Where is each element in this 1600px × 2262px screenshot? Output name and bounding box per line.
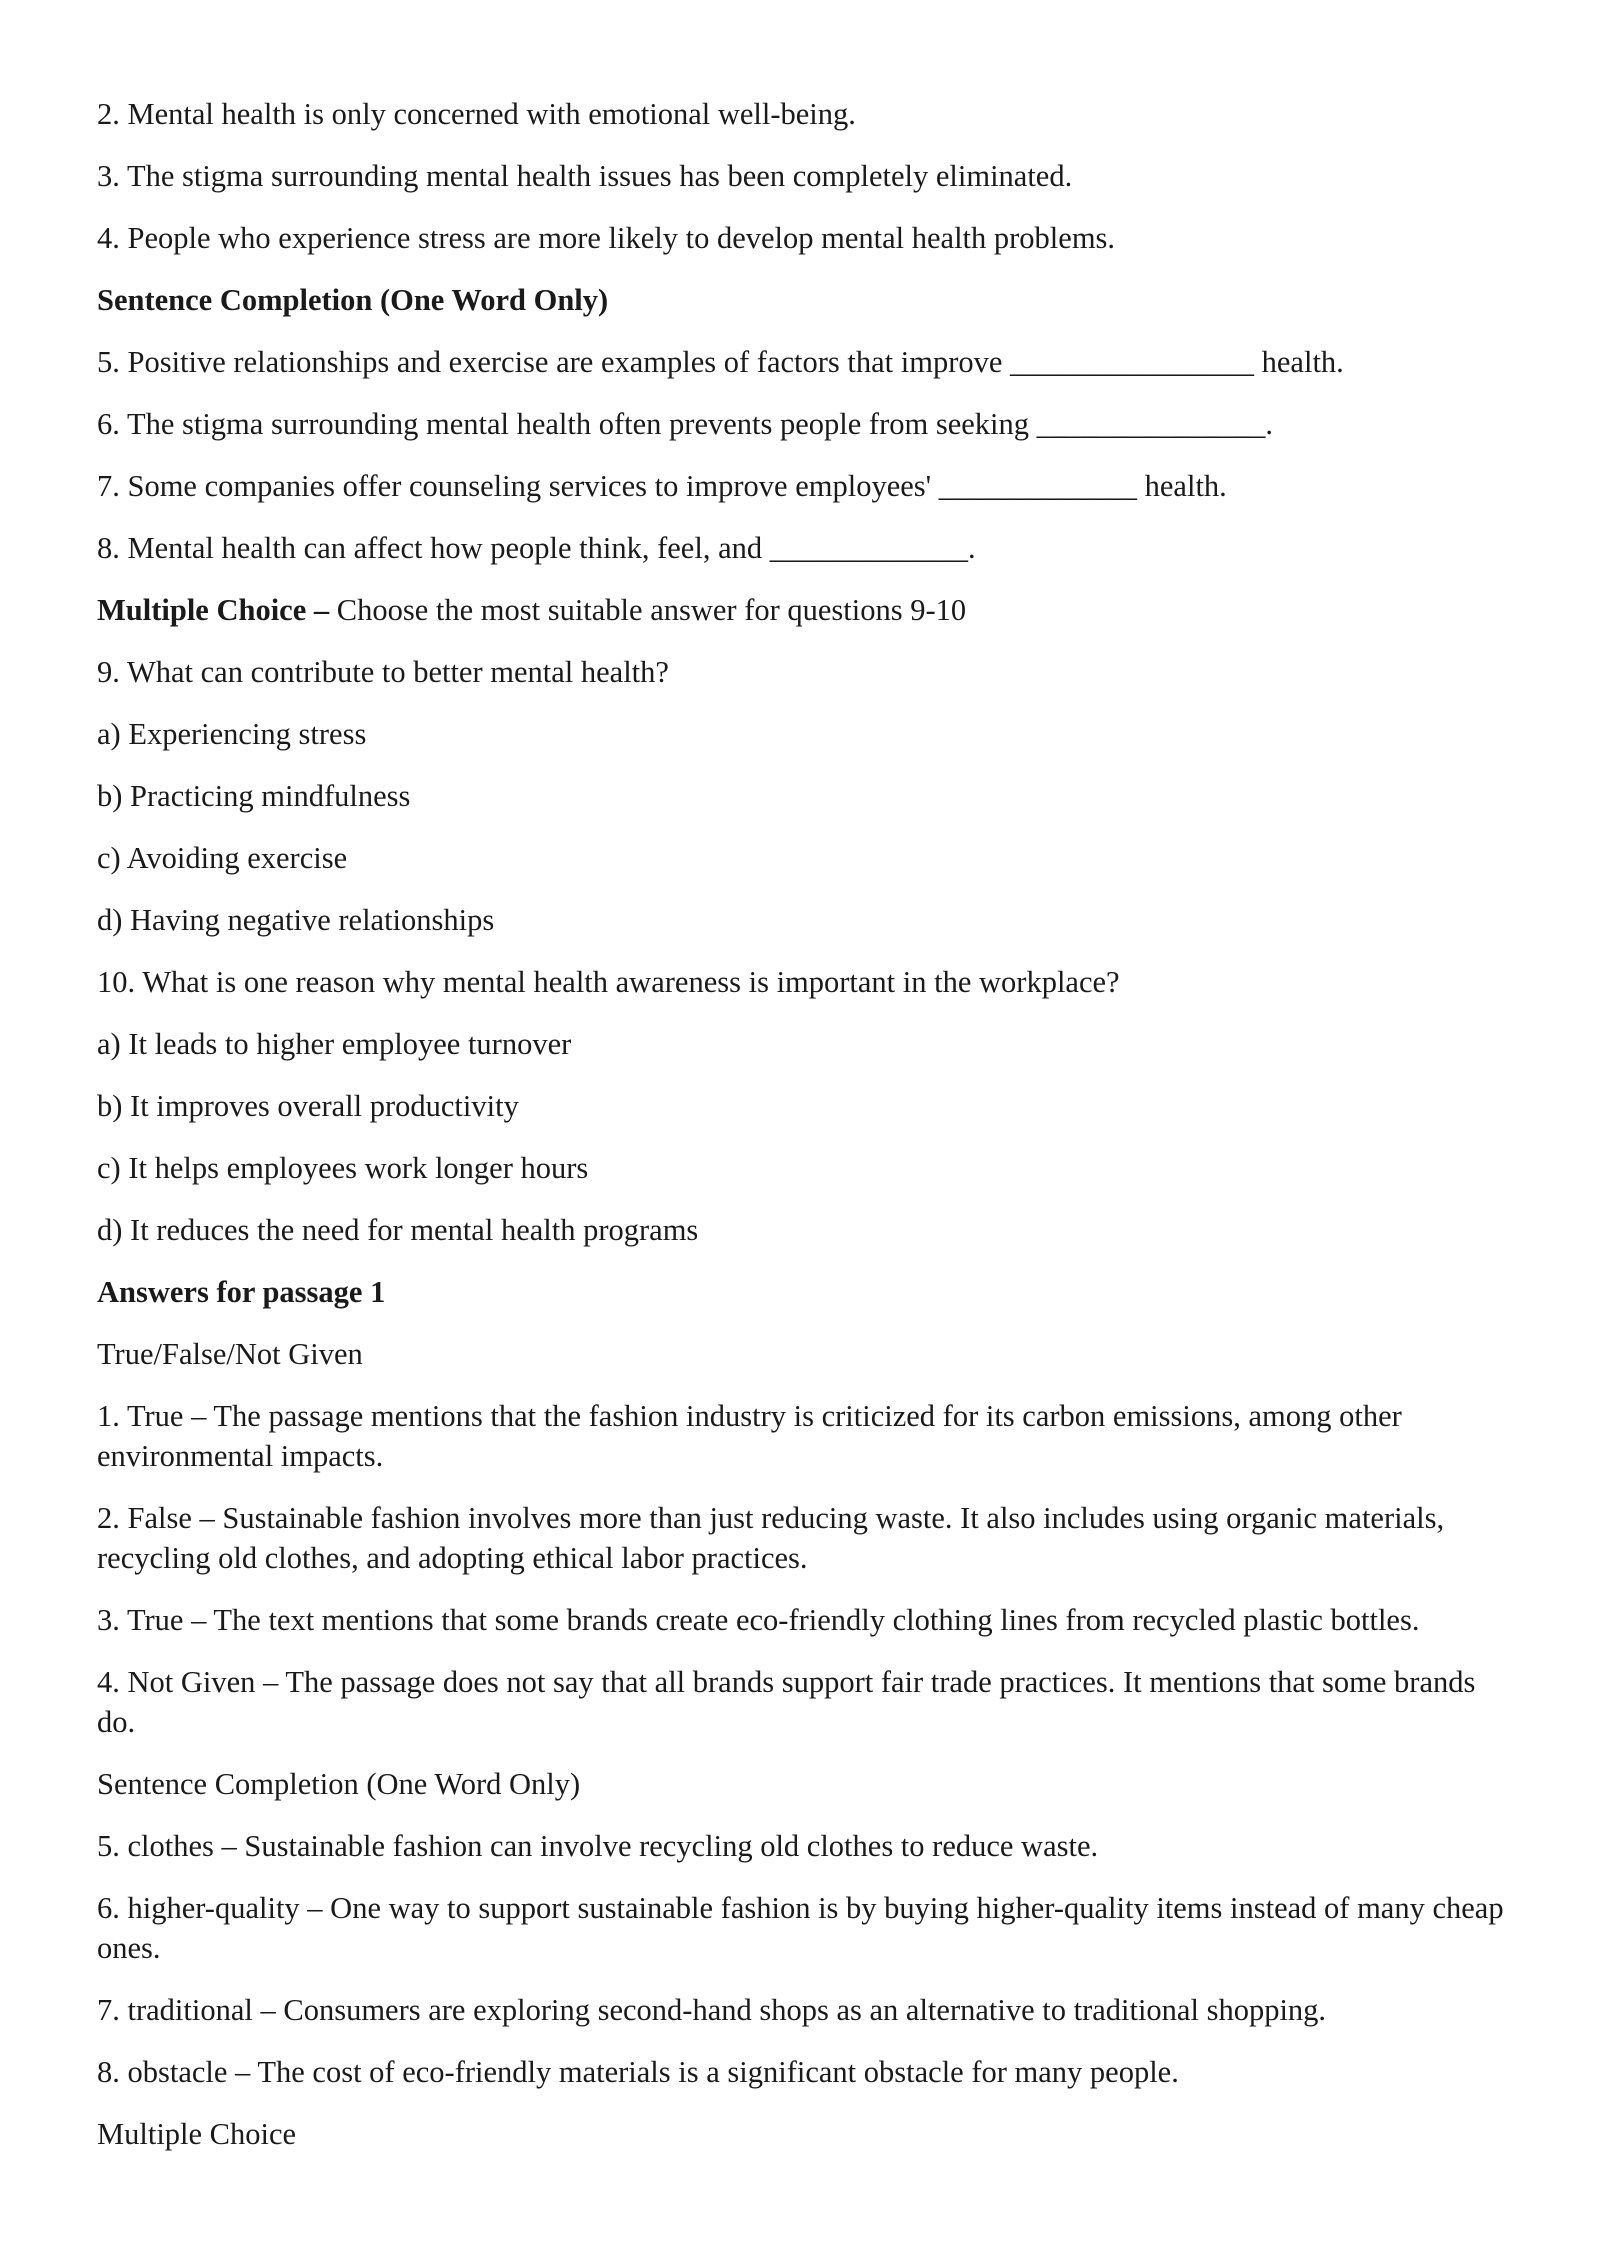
question-9-option-d: d) Having negative relationships xyxy=(97,903,495,937)
question-10-option-a: a) It leads to higher employee turnover xyxy=(97,1027,572,1061)
question-10-option-d: d) It reduces the need for mental health programs xyxy=(97,1213,699,1247)
answers-subheading-multiple-choice: Multiple Choice xyxy=(97,2117,297,2151)
answer-6: 6. higher-quality – One way to support sustainable fashion is by buying higher-quality items instead of many cheap ones. xyxy=(97,1891,1504,1965)
answer-7: 7. traditional – Consumers are exploring second-hand shops as an alternative to traditional shopping. xyxy=(97,1993,1327,2027)
question-2: 2. Mental health is only concerned with emotional well-being. xyxy=(97,97,856,131)
question-10-option-b: b) It improves overall productivity xyxy=(97,1089,519,1123)
question-10: 10. What is one reason why mental health awareness is important in the workplace? xyxy=(97,965,1120,999)
question-9: 9. What can contribute to better mental health? xyxy=(97,655,669,689)
answer-1: 1. True – The passage mentions that the fashion industry is criticized for its carbon emissions, among other environmental impacts. xyxy=(97,1399,1402,1473)
question-3: 3. The stigma surrounding mental health issues has been completely eliminated. xyxy=(97,159,1073,193)
question-10-option-c: c) It helps employees work longer hours xyxy=(97,1151,589,1185)
section-heading-multiple-choice-instruction: Choose the most suitable answer for questions 9-10 xyxy=(329,593,967,627)
answer-3: 3. True – The text mentions that some brands create eco-friendly clothing lines from recycled plastic bottles. xyxy=(97,1603,1420,1637)
answer-4: 4. Not Given – The passage does not say that all brands support fair trade practices. It mentions that some brands do. xyxy=(97,1665,1476,1739)
question-9-option-b: b) Practicing mindfulness xyxy=(97,779,411,813)
question-4: 4. People who experience stress are more likely to develop mental health problems. xyxy=(97,221,1116,255)
answer-5: 5. clothes – Sustainable fashion can involve recycling old clothes to reduce waste. xyxy=(97,1829,1099,1863)
section-heading-multiple-choice xyxy=(97,590,1510,630)
section-heading-sentence-completion: Sentence Completion (One Word Only) xyxy=(97,283,609,317)
answer-2: 2. False – Sustainable fashion involves more than just reducing waste. It also includes using organic materials, recycling old clothes, and adopting ethical labor practices. xyxy=(97,1501,1445,1575)
answers-heading: Answers for passage 1 xyxy=(97,1275,386,1309)
question-7: 7. Some companies offer counseling services to improve employees' _____________ health. xyxy=(97,469,1227,503)
section-heading-multiple-choice-bold: Multiple Choice – xyxy=(97,593,330,627)
answers-subheading-tfng: True/False/Not Given xyxy=(97,1337,363,1371)
question-5: 5. Positive relationships and exercise are examples of factors that improve ________________ health. xyxy=(97,345,1344,379)
question-6: 6. The stigma surrounding mental health often prevents people from seeking _______________. xyxy=(97,407,1273,441)
question-9-option-a: a) Experiencing stress xyxy=(97,717,367,751)
question-9-option-c: c) Avoiding exercise xyxy=(97,841,348,875)
answers-subheading-sentence-completion: Sentence Completion (One Word Only) xyxy=(97,1767,581,1801)
question-8: 8. Mental health can affect how people think, feel, and _____________. xyxy=(97,531,976,565)
answer-8: 8. obstacle – The cost of eco-friendly materials is a significant obstacle for many people. xyxy=(97,2055,1179,2089)
